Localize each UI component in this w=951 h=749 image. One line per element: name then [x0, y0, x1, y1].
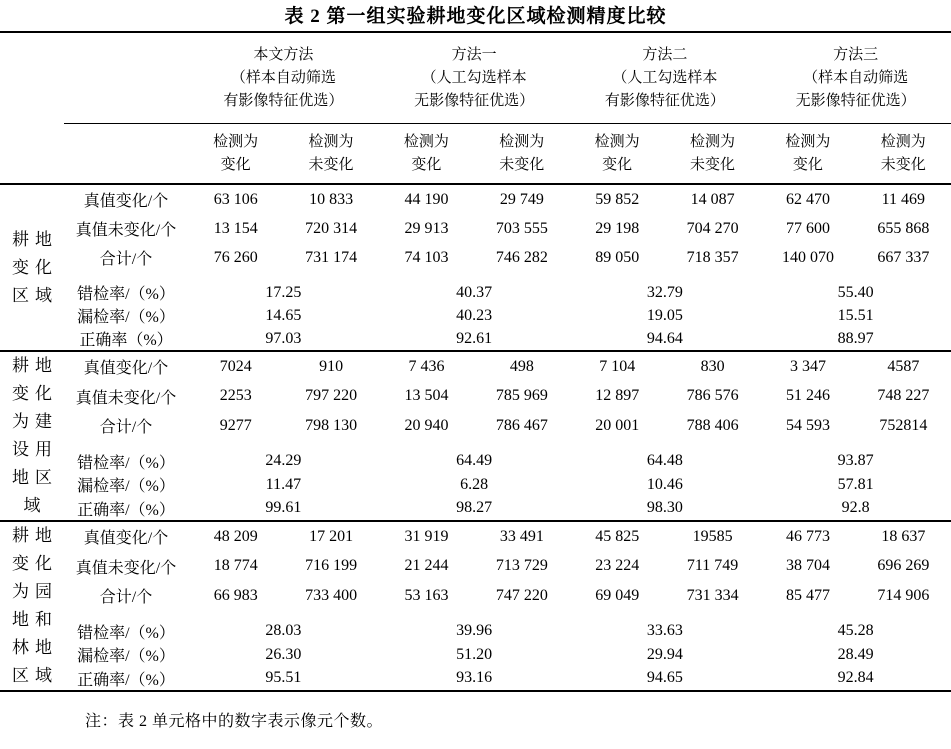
method-name: 方法三 — [833, 46, 879, 63]
value-cell: 29 749 — [499, 190, 544, 208]
method-header-1 — [188, 33, 379, 124]
section-group-label-line: 区域 — [12, 285, 58, 305]
row-label: 合计/个 — [99, 251, 153, 268]
section-group-label-line: 变化 — [12, 384, 58, 403]
blank-cell — [0, 124, 64, 185]
rate-value-cell: 98.27 — [456, 499, 493, 517]
value-cell: 711 749 — [686, 557, 739, 575]
method-header-row — [0, 33, 951, 124]
value-cell: 667 337 — [877, 248, 930, 266]
rate-row-label: 正确率/（%） — [77, 501, 175, 519]
section-group-label-line: 为园 — [12, 582, 58, 601]
detect-header-line2: 未变化 — [880, 156, 926, 173]
value-cell: 23 224 — [595, 557, 640, 575]
rate-value-cell: 17.25 — [265, 283, 302, 301]
detect-unchanged-header — [283, 124, 378, 185]
rate-value-cell: 94.65 — [646, 669, 683, 687]
rate-value-cell: 11.47 — [265, 475, 302, 493]
rate-value-cell: 24.29 — [265, 452, 302, 470]
rate-row-label: 正确率/（%） — [77, 671, 175, 689]
detect-header-line2: 变化 — [602, 156, 633, 173]
detect-changed-header — [188, 124, 283, 185]
section-group-label-line: 变化 — [12, 554, 58, 573]
value-cell: 46 773 — [760, 521, 855, 552]
rate-row-label: 正确率（%） — [79, 332, 173, 349]
value-cell: 11 469 — [881, 190, 926, 208]
value-cell: 59 852 — [595, 190, 640, 208]
table-note: 注：表 2 单元格中的数字表示像元个数。 — [85, 713, 384, 730]
value-cell: 731 334 — [686, 586, 739, 604]
precision-comparison-table — [0, 33, 951, 692]
detect-header-line2: 未变化 — [499, 156, 545, 173]
rate-value-cell: 93.16 — [456, 669, 493, 687]
count-row — [0, 552, 951, 582]
rate-value-cell: 92.84 — [837, 669, 874, 687]
method-name: 方法二 — [642, 46, 688, 63]
value-cell: 85 477 — [785, 586, 830, 604]
value-cell: 29 198 — [595, 219, 640, 237]
value-cell: 13 504 — [404, 387, 449, 405]
value-cell: 910 — [283, 351, 378, 382]
rate-row — [0, 667, 951, 691]
rate-row-label: 漏检率/（%） — [77, 478, 175, 496]
rate-value-cell: 64.48 — [646, 452, 683, 470]
value-cell: 4587 — [856, 351, 951, 382]
detect-unchanged-header — [474, 124, 569, 185]
section-3 — [0, 521, 951, 691]
value-cell: 655 868 — [877, 219, 930, 237]
detect-unchanged-header — [665, 124, 760, 185]
detect-header-row — [0, 124, 951, 185]
method-desc-line2: 有影像特征优选） — [604, 92, 725, 109]
rate-value-cell: 99.61 — [265, 499, 302, 517]
detect-header-line1: 检测为 — [785, 133, 831, 150]
value-cell: 714 906 — [877, 586, 930, 604]
row-label: 真值未变化/个 — [75, 559, 177, 577]
detect-header-line1: 检测为 — [213, 133, 259, 150]
rate-value-cell: 40.23 — [456, 306, 493, 324]
rate-value-cell: 97.03 — [265, 329, 302, 347]
detect-header-line1: 检测为 — [308, 133, 354, 150]
value-cell: 45 825 — [570, 521, 665, 552]
rate-row — [0, 441, 951, 474]
rate-value-cell: 26.30 — [265, 645, 302, 663]
section-group-label — [0, 351, 64, 521]
section-1 — [0, 184, 951, 351]
section-group-label-line: 耕地 — [12, 229, 58, 249]
rate-value-cell: 92.61 — [456, 329, 493, 347]
value-cell: 718 357 — [686, 248, 739, 266]
row-label: 合计/个 — [99, 419, 153, 437]
value-cell: 77 600 — [785, 219, 830, 237]
count-row — [0, 581, 951, 611]
section-group-label-line: 区域 — [12, 666, 58, 685]
detect-header-line1: 检测为 — [880, 133, 926, 150]
value-cell: 716 199 — [305, 557, 358, 575]
rate-row-label: 漏检率/（%） — [77, 309, 175, 326]
value-cell: 747 220 — [495, 586, 548, 604]
rate-row — [0, 304, 951, 327]
rate-value-cell: 28.49 — [837, 645, 874, 663]
value-cell: 48 209 — [188, 521, 283, 552]
rate-value-cell: 98.30 — [646, 499, 683, 517]
count-row — [0, 521, 951, 552]
value-cell: 140 070 — [781, 248, 834, 266]
value-cell: 713 729 — [495, 557, 548, 575]
table-header — [0, 33, 951, 184]
value-cell: 785 969 — [495, 387, 548, 405]
detect-header-line1: 检测为 — [403, 133, 449, 150]
value-cell: 29 913 — [404, 219, 449, 237]
row-label: 真值变化/个 — [83, 193, 169, 210]
value-cell: 746 282 — [495, 248, 548, 266]
value-cell: 3 347 — [760, 351, 855, 382]
value-cell: 788 406 — [686, 416, 739, 434]
value-cell: 62 470 — [785, 190, 830, 208]
section-group-label-line: 域 — [23, 496, 47, 515]
value-cell: 7 104 — [570, 351, 665, 382]
value-cell: 7024 — [188, 351, 283, 382]
detect-changed-header — [570, 124, 665, 185]
rate-value-cell: 40.37 — [456, 283, 493, 301]
value-cell: 20 940 — [404, 416, 449, 434]
rate-value-cell: 51.20 — [456, 645, 493, 663]
section-group-label — [0, 184, 64, 351]
value-cell: 731 174 — [305, 248, 358, 266]
rate-value-cell: 88.97 — [837, 329, 874, 347]
section-group-label-line: 地和 — [12, 610, 58, 629]
rate-row — [0, 643, 951, 666]
value-cell: 704 270 — [686, 219, 739, 237]
value-cell: 797 220 — [305, 387, 358, 405]
detect-header-line2: 未变化 — [690, 156, 736, 173]
section-group-label-line: 林地 — [12, 638, 58, 657]
rate-row — [0, 327, 951, 351]
rate-value-cell: 19.05 — [646, 306, 683, 324]
value-cell: 498 — [474, 351, 569, 382]
rate-row — [0, 473, 951, 496]
rate-row-label: 错检率/（%） — [77, 624, 175, 642]
value-cell: 696 269 — [877, 557, 930, 575]
value-cell: 53 163 — [404, 586, 449, 604]
value-cell: 31 919 — [379, 521, 474, 552]
detect-changed-header — [760, 124, 855, 185]
value-cell: 18 774 — [213, 557, 258, 575]
count-row — [0, 184, 951, 214]
rate-value-cell: 6.28 — [460, 475, 489, 493]
method-header-3 — [570, 33, 761, 124]
value-cell: 54 593 — [785, 416, 830, 434]
rate-row — [0, 272, 951, 304]
value-cell: 18 637 — [856, 521, 951, 552]
rate-value-cell: 64.49 — [456, 452, 493, 470]
method-desc-line1: （人工勾选样本 — [612, 69, 718, 86]
detect-header-line2: 变化 — [411, 156, 442, 173]
method-name: 本文方法 — [253, 46, 314, 63]
method-name: 方法一 — [451, 46, 497, 63]
section-group-label — [0, 521, 64, 691]
rate-value-cell: 29.94 — [646, 645, 683, 663]
value-cell: 63 106 — [213, 190, 258, 208]
value-cell: 10 833 — [309, 190, 354, 208]
row-label: 合计/个 — [99, 589, 153, 607]
method-desc-line2: 有影像特征优选） — [223, 92, 344, 109]
rate-value-cell: 32.79 — [646, 283, 683, 301]
rate-value-cell: 14.65 — [265, 306, 302, 324]
value-cell: 17 201 — [283, 521, 378, 552]
value-cell: 13 154 — [213, 219, 258, 237]
value-cell: 33 491 — [474, 521, 569, 552]
rate-value-cell: 93.87 — [837, 452, 874, 470]
detect-changed-header — [379, 124, 474, 185]
section-group-label-line: 设用 — [12, 440, 58, 459]
rate-value-cell: 57.81 — [837, 475, 874, 493]
rate-value-cell: 10.46 — [646, 475, 683, 493]
rate-value-cell: 33.63 — [646, 622, 683, 640]
value-cell: 74 103 — [404, 248, 449, 266]
value-cell: 20 001 — [595, 416, 640, 434]
value-cell: 38 704 — [785, 557, 830, 575]
value-cell: 51 246 — [785, 387, 830, 405]
section-2 — [0, 351, 951, 521]
section-group-label-line: 变化 — [12, 257, 58, 277]
row-label: 真值未变化/个 — [75, 222, 177, 239]
detect-unchanged-header — [856, 124, 951, 185]
detect-header-line1: 检测为 — [690, 133, 736, 150]
value-cell: 720 314 — [305, 219, 358, 237]
corner-blank — [0, 33, 64, 124]
row-label: 真值未变化/个 — [75, 389, 177, 407]
value-cell: 748 227 — [877, 387, 930, 405]
section-group-label-line: 耕地 — [12, 356, 58, 375]
detect-header-line1: 检测为 — [499, 133, 545, 150]
rate-value-cell: 15.51 — [837, 306, 874, 324]
rate-value-cell: 95.51 — [265, 669, 302, 687]
value-cell: 786 576 — [686, 387, 739, 405]
rate-value-cell: 45.28 — [837, 622, 874, 640]
count-row — [0, 382, 951, 412]
rate-value-cell: 94.64 — [646, 329, 683, 347]
value-cell: 830 — [665, 351, 760, 382]
value-cell: 9277 — [219, 416, 252, 434]
rate-value-cell: 28.03 — [265, 622, 302, 640]
value-cell: 12 897 — [595, 387, 640, 405]
method-header-4 — [760, 33, 951, 124]
rate-row — [0, 611, 951, 644]
value-cell: 69 049 — [595, 586, 640, 604]
count-row — [0, 411, 951, 441]
value-cell: 66 983 — [213, 586, 258, 604]
rate-row-label: 错检率/（%） — [77, 454, 175, 472]
rate-row-label: 漏检率/（%） — [77, 648, 175, 666]
detect-header-line2: 未变化 — [308, 156, 354, 173]
rate-row — [0, 497, 951, 521]
method-desc-line1: （人工勾选样本 — [421, 69, 527, 86]
count-row — [0, 351, 951, 382]
value-cell: 44 190 — [404, 190, 449, 208]
row-label: 真值变化/个 — [64, 351, 188, 382]
value-cell: 733 400 — [305, 586, 358, 604]
detect-header-line1: 检测为 — [594, 133, 640, 150]
method-desc-line2: 无影像特征优选） — [795, 92, 916, 109]
value-cell: 89 050 — [595, 248, 640, 266]
section-group-label-line: 为建 — [12, 412, 58, 431]
value-cell: 14 087 — [690, 190, 735, 208]
method-header-2 — [379, 33, 570, 124]
value-cell: 7 436 — [379, 351, 474, 382]
header-rule-spacer — [64, 33, 188, 124]
method-desc-line1: （样本自动筛选 — [230, 69, 336, 86]
detect-header-line2: 变化 — [220, 156, 251, 173]
value-cell: 19585 — [665, 521, 760, 552]
value-cell: 2253 — [219, 387, 252, 405]
method-desc-line2: 无影像特征优选） — [414, 92, 535, 109]
method-desc-line1: （样本自动筛选 — [803, 69, 909, 86]
count-row — [0, 243, 951, 272]
value-cell: 21 244 — [404, 557, 449, 575]
value-cell: 786 467 — [495, 416, 548, 434]
count-row — [0, 214, 951, 243]
blank-cell — [64, 124, 188, 185]
rate-row-label: 错检率/（%） — [77, 286, 175, 303]
rate-value-cell: 92.8 — [841, 499, 870, 517]
value-cell: 76 260 — [213, 248, 258, 266]
detect-header-line2: 变化 — [792, 156, 823, 173]
value-cell: 798 130 — [305, 416, 358, 434]
value-cell: 703 555 — [495, 219, 548, 237]
rate-value-cell: 39.96 — [456, 622, 493, 640]
section-group-label-line: 耕地 — [12, 526, 58, 545]
value-cell: 752814 — [879, 416, 928, 434]
table-title: 表 2 第一组实验耕地变化区域检测精度比较 — [0, 0, 951, 33]
rate-value-cell: 55.40 — [837, 283, 874, 301]
row-label: 真值变化/个 — [64, 521, 188, 552]
section-group-label-line: 地区 — [12, 468, 58, 487]
